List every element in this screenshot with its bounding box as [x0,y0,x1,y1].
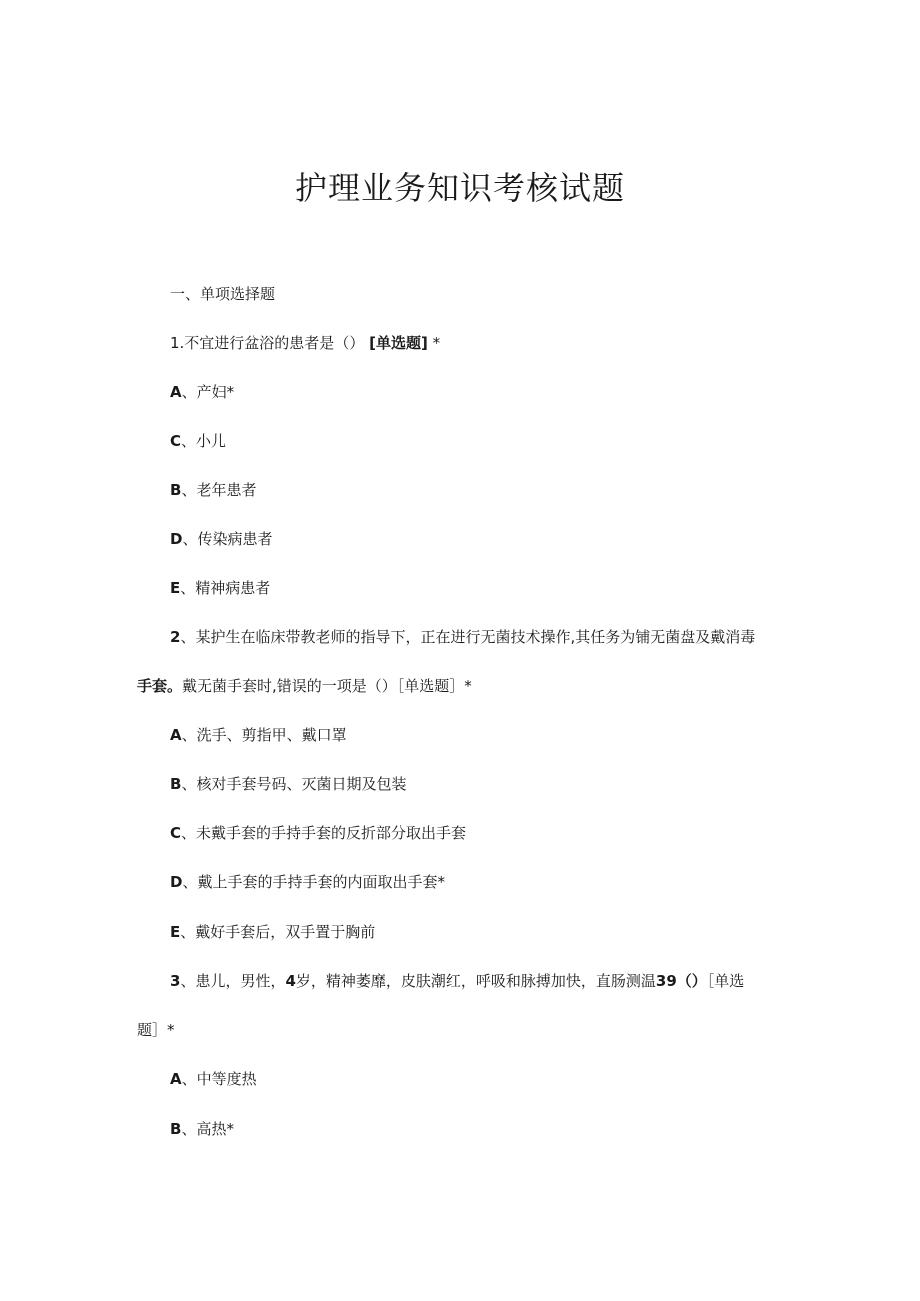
section-heading: 一、单项选择题 [170,285,276,303]
question-3-line-1: 3、患儿，男性，4岁，精神萎靡，皮肤潮红，呼吸和脉搏加快，直肠测温39（）［单选 [170,972,745,990]
question-1-option-d[interactable]: D、传染病患者 [170,530,273,548]
question-3-option-a[interactable]: A、中等度热 [170,1070,257,1088]
question-2-option-b[interactable]: B、核对手套号码、灭菌日期及包装 [170,775,407,793]
question-1-option-e[interactable]: E、精神病患者 [170,579,271,597]
question-2-option-e[interactable]: E、戴好手套后，双手置于胸前 [170,923,376,941]
question-2-option-c[interactable]: C、未戴手套的手持手套的反折部分取出手套 [170,824,467,842]
question-1-required: * [432,334,441,352]
question-3-option-b[interactable]: B、高热* [170,1120,234,1138]
question-3-number: 3 [170,972,181,990]
question-1-option-a[interactable]: A、产妇* [170,383,235,401]
question-2-line-1: 2、某护生在临床带教老师的指导下，正在进行无菌技术操作,其任务为铺无菌盘及戴消毒 [170,628,756,646]
question-1 [170,332,440,354]
question-2-option-a[interactable]: A、洗手、剪指甲、戴口罩 [170,726,347,744]
question-2-line-2: 手套。戴无菌手套时,错误的一项是（）［单选题］* [137,677,472,695]
question-2-number: 2 [170,628,181,646]
question-1-tag: [单选题] [369,334,428,352]
question-1-option-b[interactable]: B、老年患者 [170,481,257,499]
page-title: 护理业务知识考核试题 [294,169,625,207]
question-3-line-2: 题］* [137,1021,175,1039]
question-2-option-d[interactable]: D、戴上手套的手持手套的内面取出手套* [170,873,445,891]
question-1-stem: 1.不宜进行盆浴的患者是（） [170,334,365,352]
question-1-option-c[interactable]: C、小儿 [170,432,227,450]
